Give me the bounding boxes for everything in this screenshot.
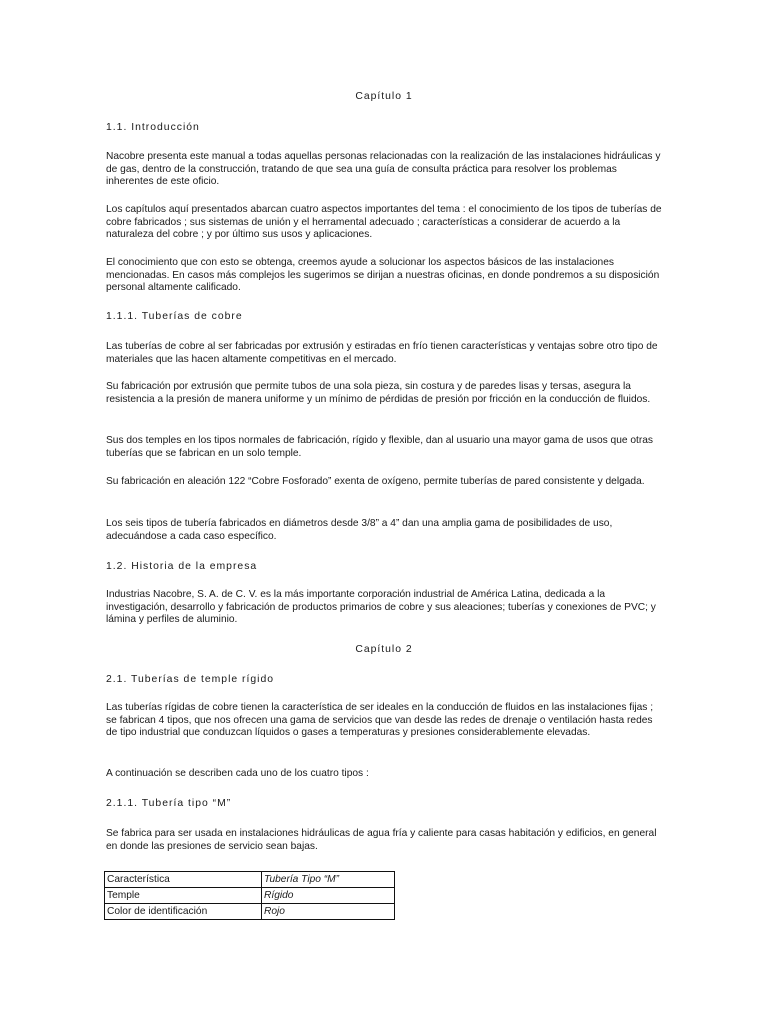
- section-1-2-heading: 1.2. Historia de la empresa: [106, 561, 258, 572]
- section-1-1-1-heading: 1.1.1. Tuberías de cobre: [106, 311, 243, 322]
- paragraph: Los seis tipos de tubería fabricados en diámetros desde 3/8” a 4” dan una amplia gama de posibilidades de uso, adecuándose a cada caso específico.: [106, 518, 613, 542]
- specification-table: [104, 871, 395, 920]
- table-cell: Color de identificación: [105, 904, 262, 920]
- paragraph: Su fabricación en aleación 122 “Cobre Fosforado” exenta de oxígeno, permite tuberías de pared consistente y delgada.: [106, 476, 645, 487]
- table-row: [105, 904, 395, 920]
- table-cell: Rígido: [262, 888, 395, 904]
- paragraph: Se fabrica para ser usada en instalaciones hidráulicas de agua fría y caliente para casas habitación y edificios, en general en donde las presiones de servicio sean bajas.: [106, 828, 657, 852]
- paragraph: Nacobre presenta este manual a todas aquellas personas relacionadas con la realización de las instalaciones hidráulicas y de gas, dentro de la construcción, tratando de que sea una guía de consulta práctica para resolver los problemas inherentes de este oficio.: [106, 151, 661, 188]
- paragraph: Los capítulos aquí presentados abarcan cuatro aspectos importantes del tema : el conocimiento de los tipos de tuberías de cobre fabricados ; sus sistemas de unión y el herramental adecuado ; características a considerar de acuerdo a la naturaleza del cobre ; y por último sus usos y aplicaciones.: [106, 204, 662, 241]
- paragraph: A continuación se describen cada uno de los cuatro tipos :: [106, 768, 369, 779]
- section-2-1-1-heading: 2.1.1. Tubería tipo “M”: [106, 798, 232, 809]
- paragraph: Industrias Nacobre, S. A. de C. V. es la más importante corporación industrial de América Latina, dedicada a la investigación, desarrollo y fabricación de productos primarios de cobre y sus aleaciones; tuberías y conexiones de PVC; y lámina y perfiles de aluminio.: [106, 589, 656, 626]
- chapter-2-title: Capítulo 2: [355, 644, 413, 655]
- table-cell: Rojo: [262, 904, 395, 920]
- chapter-1-title: Capítulo 1: [355, 91, 413, 102]
- table-row: [105, 872, 395, 888]
- table-row: [105, 888, 395, 904]
- paragraph: Sus dos temples en los tipos normales de fabricación, rígido y flexible, dan al usuario una mayor gama de usos que otras tuberías que se fabrican en un solo temple.: [106, 435, 654, 459]
- table-cell: Temple: [105, 888, 262, 904]
- table-cell: Característica: [105, 872, 262, 888]
- paragraph: Su fabricación por extrusión que permite tubos de una sola pieza, sin costura y de paredes lisas y tersas, asegura la resistencia a la presión de manera uniforme y un mínimo de pérdidas de presión por fricción en la conducción de fluidos.: [106, 381, 651, 405]
- section-1-1-heading: 1.1. Introducción: [106, 122, 200, 133]
- paragraph: Las tuberías rígidas de cobre tienen la característica de ser ideales en la conducción de fluidos en las instalaciones fijas ; se fabrican 4 tipos, que nos ofrecen una gama de servicios que van desde las redes de drenaje o ventilación hasta redes de tipo industrial que conduzcan líquidos o gases a temperaturas y presiones considerablemente elevadas.: [106, 702, 654, 739]
- table-cell: Tubería Tipo “M”: [262, 872, 395, 888]
- paragraph: Las tuberías de cobre al ser fabricadas por extrusión y estiradas en frío tienen características y ventajas sobre otro tipo de materiales que las hacen altamente competitivas en el mercado.: [106, 341, 658, 365]
- paragraph: El conocimiento que con esto se obtenga, creemos ayude a solucionar los aspectos básicos de las instalaciones mencionadas. En casos más complejos les sugerimos se dirijan a nuestras oficinas, en donde pondremos a su disposición personal altamente calificado.: [106, 257, 660, 294]
- section-2-1-heading: 2.1. Tuberías de temple rígido: [106, 674, 275, 685]
